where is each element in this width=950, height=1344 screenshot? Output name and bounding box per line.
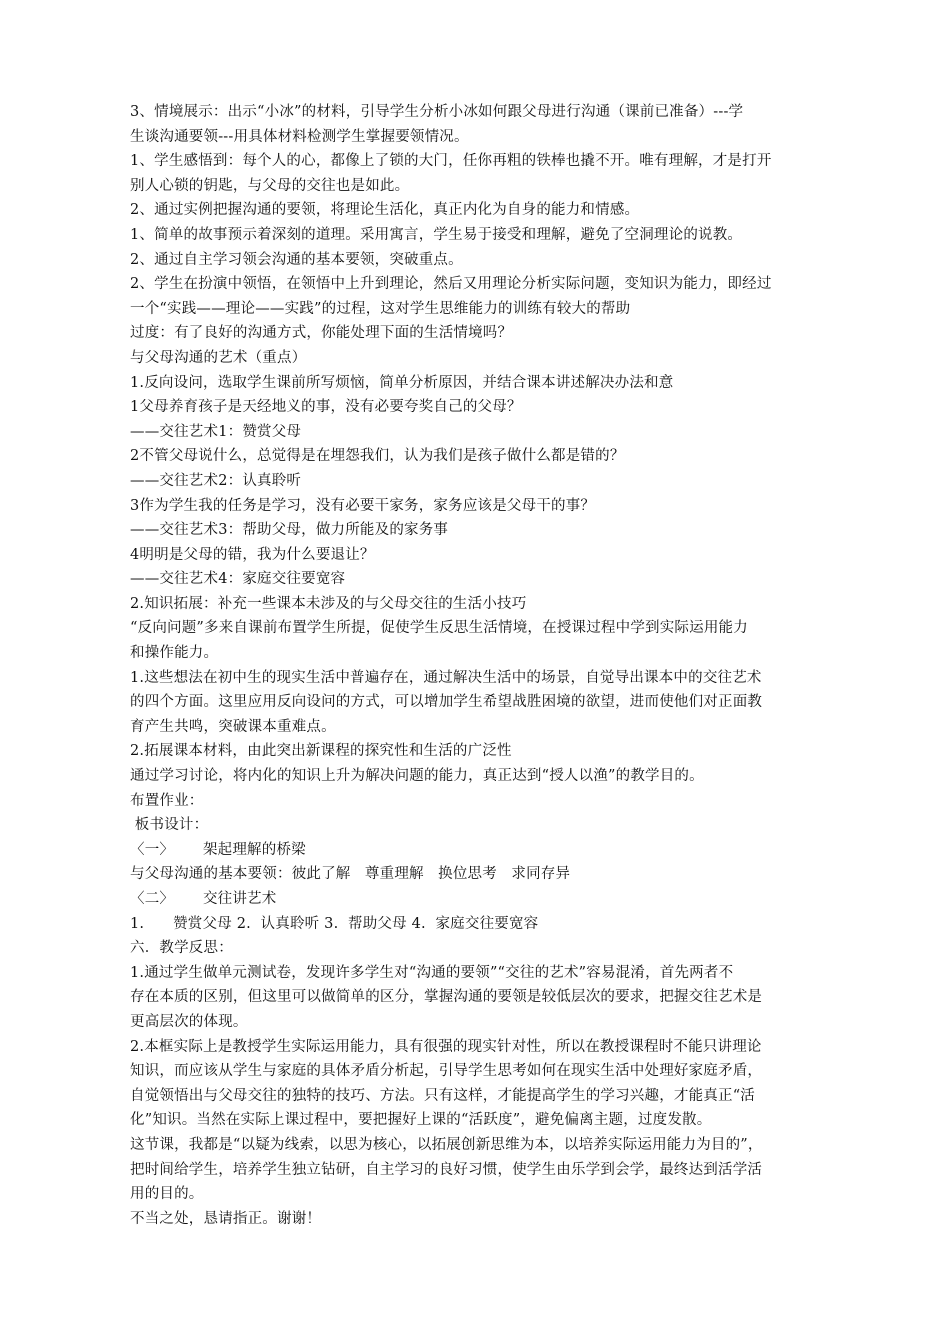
text-line: 2、通过实例把握沟通的要领，将理论生活化，真正内化为自身的能力和情感。 xyxy=(130,202,640,219)
answer-line: ——交往艺术4：家庭交往要宽容 xyxy=(130,571,346,588)
question-line: 3作为学生我的任务是学习，没有必要干家务，家务应该是父母干的事？ xyxy=(130,497,596,514)
text-line: 过度：有了良好的沟通方式，你能处理下面的生活情境吗？ xyxy=(130,325,513,342)
text-line: 别人心锁的钥匙，与父母的交往也是如此。 xyxy=(130,177,410,194)
text-line: 用的目的。 xyxy=(130,1186,204,1203)
text-line: 知识，而应该从学生与家庭的具体矛盾分析起，引导学生思考如何在现实生活中处理好家庭矛盾， xyxy=(130,1063,763,1080)
answer-line: ——交往艺术3：帮助父母，做力所能及的家务事 xyxy=(130,522,449,539)
question-line: 2不管父母说什么，总觉得是在埋怨我们，认为我们是孩子做什么都是错的？ xyxy=(130,448,625,465)
closing-line: 不当之处，恳请指正。谢谢！ xyxy=(130,1210,322,1227)
text-line: 更高层次的体现。 xyxy=(130,1013,248,1030)
text-line: 自觉领悟出与父母交往的独特的技巧、方法。只有这样，才能提高学生的学习兴趣，才能真正“活 xyxy=(130,1087,756,1104)
board-line: 〈一〉 架起理解的桥梁 xyxy=(130,841,306,858)
board-design-heading: 板书设计： xyxy=(130,817,209,834)
section-heading: 与父母沟通的艺术（重点） xyxy=(130,349,307,366)
document-page xyxy=(130,100,864,1231)
board-line: 〈二〉 交往讲艺术 xyxy=(130,891,277,907)
text-line: “反向问题”多来自课前布置学生所提，促使学生反思生活情境，在授课过程中学到实际运用能力 xyxy=(130,620,748,637)
text-line: 1.通过学生做单元测试卷，发现许多学生对“沟通的要领”“交往的艺术”容易混淆，首先两者不 xyxy=(130,964,734,981)
text-line: 1、学生感悟到：每个人的心，都像上了锁的大门，任你再粗的铁棒也撬不开。唯有理解，才是打开 xyxy=(130,153,772,170)
answer-line: ——交往艺术1：赞赏父母 xyxy=(130,423,302,440)
text-line: 一个“实践——理论——实践”的过程，这对学生思维能力的训练有较大的帮助 xyxy=(130,300,631,317)
answer-line: ——交往艺术2：认真聆听 xyxy=(130,472,302,489)
board-line: 1. 赞赏父母 2. 认真聆听 3. 帮助父母 4. 家庭交往要宽容 xyxy=(130,915,539,932)
text-line: 生谈沟通要领---用具体材料检测学生掌握要领情况。 xyxy=(130,128,469,145)
text-line: 1.这些想法在初中生的现实生活中普遍存在，通过解决生活中的场景，自觉导出课本中的交往艺术 xyxy=(130,669,762,686)
text-line: 和操作能力。 xyxy=(130,645,219,662)
question-line: 4明明是父母的错，我为什么要退让？ xyxy=(130,546,375,563)
board-line: 与父母沟通的基本要领：彼此了解 尊重理解 换位思考 求同存异 xyxy=(130,866,571,883)
text-line: 育产生共鸣，突破课本重难点。 xyxy=(130,718,336,735)
text-line: 2、学生在扮演中领悟，在领悟中上升到理论，然后又用理论分析实际问题，变知识为能力，即经过 xyxy=(130,276,772,293)
text-line: 2、通过自主学习领会沟通的基本要领，突破重点。 xyxy=(130,251,463,268)
text-line: 通过学习讨论，将内化的知识上升为解决问题的能力，真正达到“授人以渔”的教学目的。 xyxy=(130,768,704,785)
question-line: 1父母养育孩子是天经地义的事，没有必要夸奖自己的父母？ xyxy=(130,399,522,416)
text-line: 2.知识拓展：补充一些课本未涉及的与父母交往的生活小技巧 xyxy=(130,595,527,612)
text-line: 化”知识。当然在实际上课过程中，要把握好上课的“活跃度”，避免偏离主题，过度发散。 xyxy=(130,1112,712,1129)
text-line: 2.本框实际上是教授学生实际运用能力，具有很强的现实针对性，所以在教授课程时不能只讲理论 xyxy=(130,1038,762,1055)
text-line: 1.反向设问，选取学生课前所写烦恼，简单分析原因，并结合课本讲述解决办法和意 xyxy=(130,374,674,391)
text-line: 的四个方面。这里应用反向设问的方式，可以增加学生希望战胜困境的欲望，进而使他们对正面教 xyxy=(130,694,763,711)
text-line: 2.拓展课本材料，由此突出新课程的探究性和生活的广泛性 xyxy=(130,743,512,760)
text-line: 把时间给学生，培养学生独立钻研，自主学习的良好习惯，使学生由乐学到会学，最终达到活学活 xyxy=(130,1161,763,1178)
text-line: 1、简单的故事预示着深刻的道理。采用寓言，学生易于接受和理解，避免了空洞理论的说教。 xyxy=(130,226,743,243)
text-line: 这节课，我都是“以疑为线索，以思为核心，以拓展创新思维为本，以培养实际运用能力为目的”， xyxy=(130,1136,763,1153)
reflection-heading: 六．教学反思： xyxy=(130,940,233,957)
text-line: 存在本质的区别，但这里可以做简单的区分，掌握沟通的要领是较低层次的要求，把握交往艺术是 xyxy=(130,989,763,1006)
homework-heading: 布置作业： xyxy=(130,792,204,809)
text-line: 3、情境展示：出示“小冰”的材料，引导学生分析小冰如何跟父母进行沟通（课前已准备）---学 xyxy=(130,104,744,120)
